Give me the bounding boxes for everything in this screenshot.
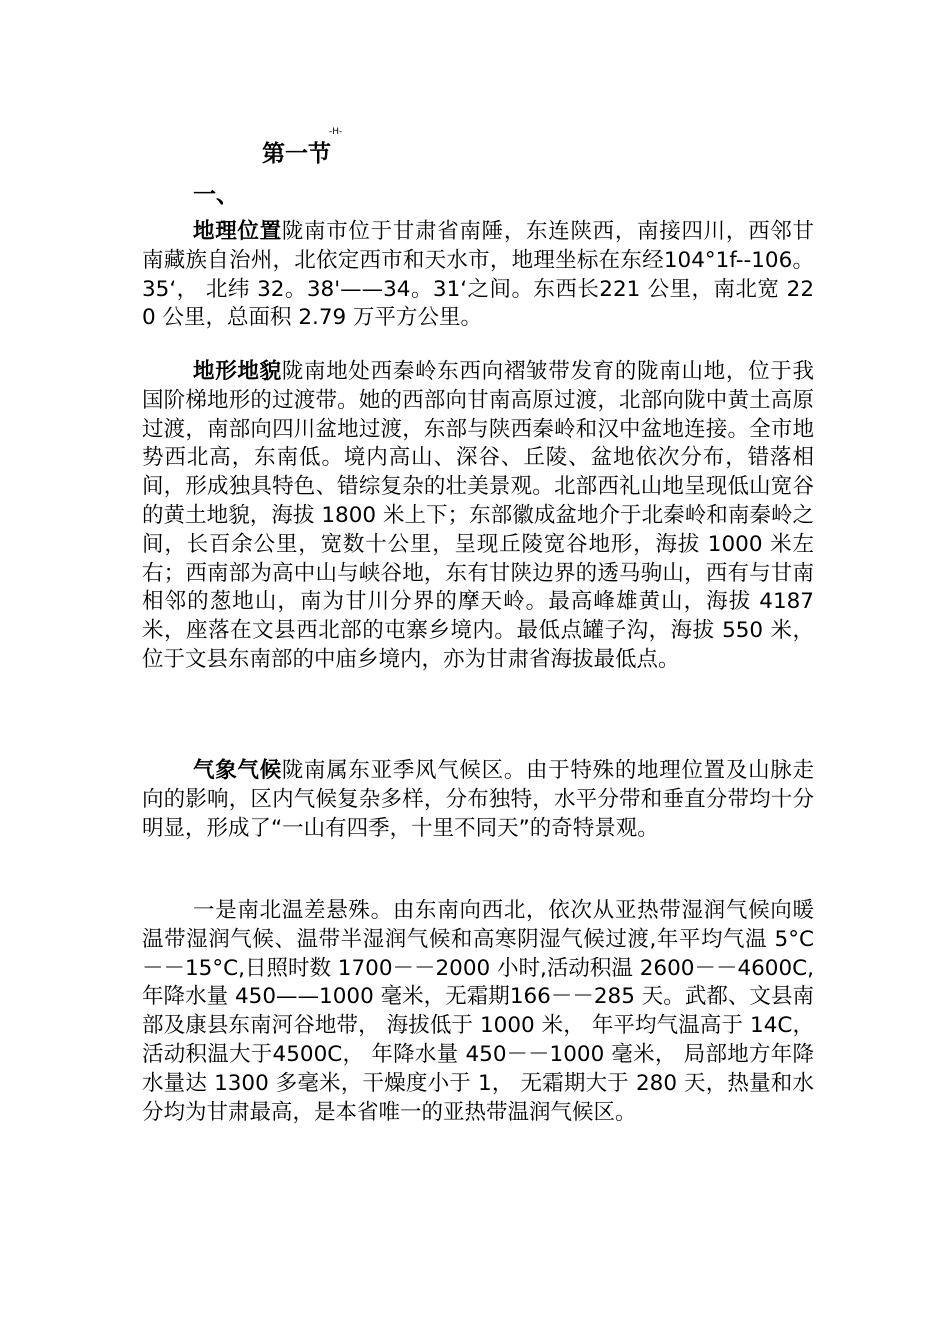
paragraph-text: 一是南北温差悬殊。由东南向西北，依次从亚热带湿润气候向暖温带湿润气候、温带半湿润气候和高寒阴湿气候过渡,年平均气温 5°C－－15°C,日照时数 1700－－2000 小时,活动积温 2600－－4600C,年降水量 450——1000 毫米，无霜期166－－285 天。武都、文县南部及康县东南河谷地带， 海拔低于 1000 米， 年平均气温高于 14C， 活动积温大于4500C， 年降水量 450－－1000 毫米， 局部地方年降水量达 1300 多毫米，干燥度小于 1， 无霜期大于 280 天，热量和水分均为甘肃最高，是本省唯一的亚热带温润气候区。 (142, 898, 815, 1125)
paragraph-heading: 气象气候 (193, 758, 282, 783)
paragraph-heading: 地形地貌 (193, 359, 282, 384)
paragraph-text: 陇南属东亚季风气候区。由于特殊的地理位置及山脉走向的影响，区内气候复杂多样，分布独特，水平分带和垂直分带均十分明显，形成了“一山有四季，十里不同天”的奇特景观。 (142, 758, 814, 841)
page-marker: -H- (329, 127, 343, 137)
paragraph-text: 陇南地处西秦岭东西向褶皱带发育的陇南山地，位于我国阶梯地形的过渡带。她的西部向甘南高原过渡，北部向陇中黄土高原过渡，南部向四川盆地过渡，东部与陕西秦岭和汉中盆地连接。全市地势西北高，东南低。境内高山、深谷、丘陵、盆地依次分布，错落相间，形成独具特色、错综复杂的壮美景观。北部西礼山地呈现低山宽谷的黄土地貌，海拔 1800 米上下；东部徽成盆地介于北秦岭和南秦岭之间，长百余公里，宽数十公里，呈现丘陵宽谷地形，海拔 1000 米左右；西南部为高中山与峡谷地，东有甘陕边界的透马驹山，西有与甘南相邻的葱地山，南为甘川分界的摩天岭。最高峰雄黄山，海拔 4187 米，座落在文县西北部的屯寨乡境内。最低点罐子沟，海拔 550 米，位于文县东南部的中庙乡境内，亦为甘肃省海拔最低点。 (142, 359, 814, 672)
paragraph-climate (142, 757, 814, 843)
paragraph-geographic-location (142, 218, 814, 333)
paragraph-terrain (142, 358, 814, 675)
paragraph-heading: 地理位置 (193, 219, 282, 244)
section-numbering: 一、 (193, 182, 239, 208)
paragraph-temperature-difference (142, 897, 814, 1127)
paragraph-text: 陇南市位于甘肃省南陲，东连陕西，南接四川，西邻甘南藏族自治州，北依定西市和天水市，地理坐标在东经104°1f--106。35‘， 北纬 32。38'——34。31‘之间。东西长221 公里，南北宽 220 公里，总面积 2.79 万平方公里。 (142, 219, 814, 331)
section-title: 第一节 (262, 141, 331, 167)
